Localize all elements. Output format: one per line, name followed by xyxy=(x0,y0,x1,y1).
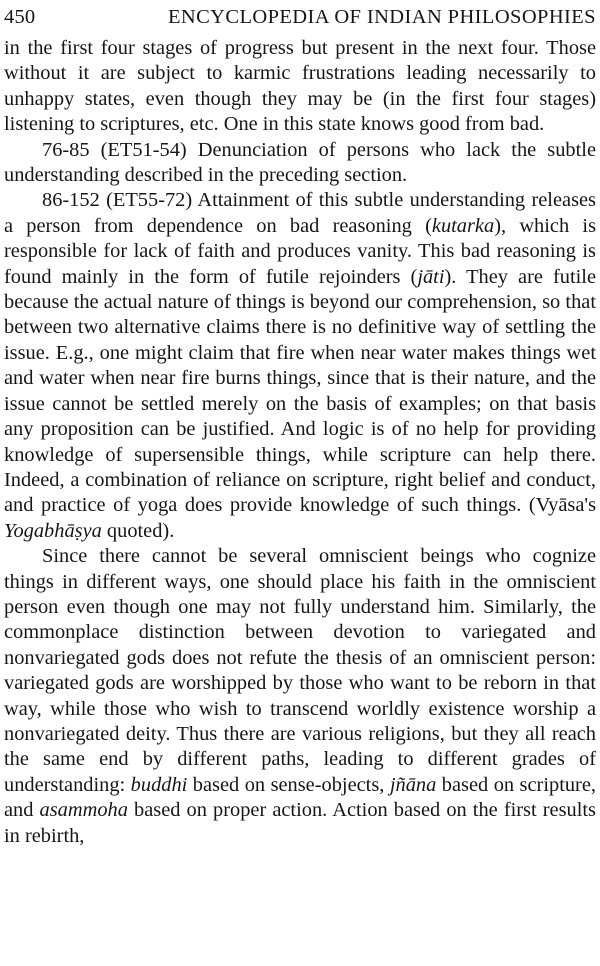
paragraph xyxy=(4,36,596,138)
running-header xyxy=(4,0,596,36)
paragraph xyxy=(4,188,596,544)
text-segment: Since there cannot be several omniscient beings who cognize things in different ways, one should place his faith in the omniscient person even though one may not fully understand him. Similarly, the commonplace distinction between devotion to variegated and nonvariegated gods does not refute the thesis of an omniscient person: variegated gods are worshipped by those who want to be reborn in that way, while those who wish to transcend worldly existence worship a nonvariegated deity. Thus there are various religions, but they all reach the same end by different paths, leading to different grades of understanding: xyxy=(4,545,596,796)
paragraph xyxy=(4,544,596,849)
text-segment: ). They are futile because the actual nature of things is beyond our comprehension, so that between two alternative claims there is no definitive way of settling the issue. E.g., one might claim that fire when near water makes things wet and water when near fire burns things, since that is their nature, and the issue cannot be settled merely on the basis of examples; on that basis any proposition can be justified. And logic is of no help for providing knowledge of supersensible things, while scripture can help there. Indeed, a combination of reliance on scripture, right belief and conduct, and practice of yoga does provide knowledge of such things. (Vyāsa's xyxy=(4,265,596,517)
italic-term: jñāna xyxy=(389,773,437,796)
text-segment: 76-85 (ET51-54) Denunciation of persons who lack the subtle understanding described in the preceding section. xyxy=(4,138,596,187)
paragraph xyxy=(4,138,596,189)
text-segment: in the first four stages of progress but present in the next four. Those without it are subject to karmic frustrations leading necessarily to unhappy states, even though they may be (in the first four stages) listening to scriptures, etc. One in this state knows good from bad. xyxy=(4,37,596,136)
text-segment: quoted). xyxy=(101,519,175,542)
italic-term: asammoha xyxy=(39,799,128,822)
text-segment: based on proper action. Action based on the first results in rebirth, xyxy=(4,799,596,847)
text-segment: ), which is responsible for lack of faith and produces vanity. This bad reasoning is found mainly in the form of futile rejoinders ( xyxy=(4,214,596,288)
italic-term: Yogabhāṣya xyxy=(4,519,102,542)
running-title: ENCYCLOPEDIA OF INDIAN PHILOSOPHIES xyxy=(167,6,596,28)
text-segment: based on sense-objects, xyxy=(187,773,390,796)
italic-term: jāti xyxy=(417,265,445,288)
body-text xyxy=(4,36,596,849)
text-segment: based on scripture, and xyxy=(4,773,596,822)
text-segment: 86-152 (ET55-72) Attainment of this subtle understanding releases a person from dependence on bad reasoning ( xyxy=(4,189,596,237)
page-number: 450 xyxy=(4,6,36,28)
italic-term: kutarka xyxy=(431,214,495,237)
italic-term: buddhi xyxy=(130,773,188,796)
